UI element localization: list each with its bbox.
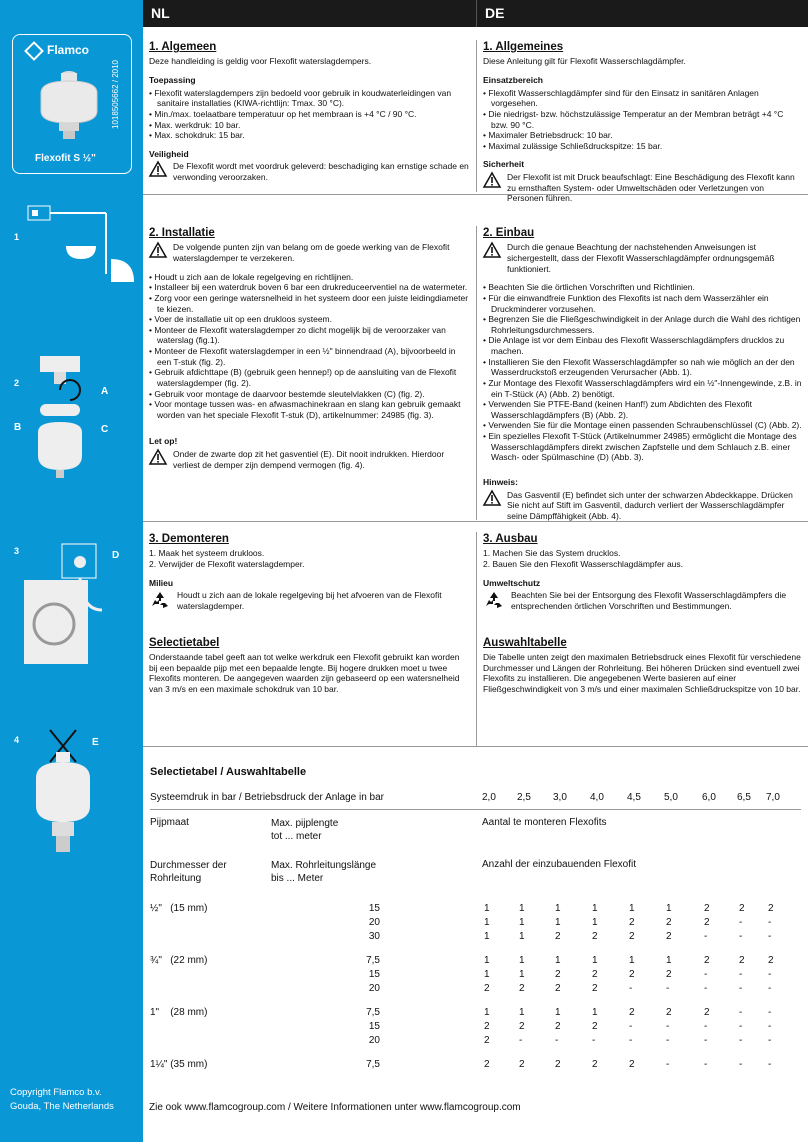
list-item: • Voor montage tussen was- en afwasmachinekraan en slang kan gebruik gemaakt worden van het speciale Flexofit T-stuk (D), artikelnummer: 24985 (fig. 3). [149,399,470,420]
list-item: • Begrenzen Sie die Fließgeschwindigkeit in der Anlage durch die Wahl des richtigen Rohrleitungsdurchmessers. [483,314,802,335]
pipe-length-header-de [271,859,376,885]
table-cell: 2 [629,1058,635,1070]
figure-number-1: 1 [14,232,20,242]
table-cell: - [704,968,708,980]
footer-text: Zie ook www.flamcogroup.com / Weitere Informationen unter www.flamcogroup.com [149,1102,521,1113]
table-cell: 1 [555,954,561,966]
table-cell: - [768,916,772,928]
step: 2. Bauen Sie den Flexofit Wasserschlagdämpfer aus. [483,559,684,569]
flamco-logo-icon [24,41,44,61]
pipe-length: 7,5 [366,1006,380,1018]
list-item: • Maximaler Betriebsdruck: 10 bar. [483,130,802,141]
copyright-line-1: Copyright Flamco b.v. [10,1087,102,1098]
table-row [150,917,801,931]
pressure-value: 5,0 [664,791,678,803]
table-cell: - [704,930,708,942]
table-cell: - [768,930,772,942]
table-cell: - [666,982,670,994]
figure-1-illustration [26,204,136,294]
pipe-size: 1¼" (35 mm) [150,1058,208,1070]
list-item: • Voer de installatie uit op een drukloos systeem. [149,314,470,325]
figure-label-b: B [14,422,22,433]
table-cell: 2 [555,930,561,942]
step: 1. Maak het systeem drukloos. [149,548,265,559]
table-column-headers [150,813,801,891]
pressure-value: 4,5 [627,791,641,803]
table-cell: - [739,916,743,928]
application-list [483,88,802,152]
environment-text: Houdt u zich aan de lokale regelgeving bij het afvoeren van de Flexofit waterslagdemper. [177,590,442,611]
warning-text: De Flexofit wordt met voordruk geleverd: beschadiging kan ernstige schade en verwonding veroorzaken. [173,161,469,182]
subheading: Einsatzbereich [483,75,543,85]
table-cell: - [704,1020,708,1032]
environment-block [149,590,470,611]
section-title: Selectietabel [149,636,220,649]
pipe-size-header-de-line1: Durchmesser der [150,859,227,871]
list-item: • Gebruik voor montage de daarvoor bestemde sleutelvlakken (C) (fig. 2). [149,389,470,400]
pressure-value: 2,0 [482,791,496,803]
selection-table [143,760,808,1083]
table-cell: 2 [484,1020,490,1032]
table-cell: - [704,982,708,994]
pipe-size-header-de [150,859,227,885]
table-cell: - [768,1058,772,1070]
de-section-general [476,40,808,204]
table-cell: - [704,1034,708,1046]
list-item: • Für die einwandfreie Funktion des Flexofits ist nach dem Wasserzähler ein Druckminderer vorzusehen. [483,293,802,314]
pipe-length: 15 [368,968,380,980]
intro-text: Diese Anleitung gilt für Flexofit Wasserschlagdämpfer. [483,56,686,67]
table-cell: 2 [704,902,710,914]
list-item: • Monteer de Flexofit waterslagdemper zo dicht mogelijk bij de veroorzaker van waterslag (fig.1). [149,325,470,346]
table-cell: 1 [555,916,561,928]
section-title: 3. Ausbau [483,533,538,545]
table-cell: 2 [704,916,710,928]
step: 1. Machen Sie das System drucklos. [483,548,621,559]
section-title: 3. Demonteren [149,533,229,545]
table-cell: 1 [629,902,635,914]
table-cell: - [768,968,772,980]
table-row [150,903,801,917]
pipe-length: 20 [368,982,380,994]
pressure-value: 3,0 [553,791,567,803]
table-cell: 2 [629,968,635,980]
table-cell: - [768,1020,772,1032]
table-row [150,1007,801,1021]
pipe-length: 7,5 [366,954,380,966]
table-row [150,1059,801,1073]
environment-block [483,590,802,611]
table-cell: 2 [666,916,672,928]
pipe-size: ¾" (22 mm) [150,954,208,966]
pipe-length: 20 [368,916,380,928]
table-cell: 2 [739,954,745,966]
pipe-length-header-de-line1: Max. Rohrleitungslänge [271,859,377,871]
recycle-icon [149,590,171,610]
table-cell: 1 [519,902,525,914]
table-cell: 1 [484,930,490,942]
subheading: Toepassing [149,75,196,85]
table-cell: - [629,1034,633,1046]
list-item: • Beachten Sie die örtlichen Vorschriften und Richtlinien. [483,282,802,293]
table-cell: 2 [768,902,774,914]
table-cell: - [555,1034,559,1046]
table-cell: - [592,1034,596,1046]
table-cell: 2 [555,1058,561,1070]
installation-list [483,282,802,463]
table-cell: - [666,1034,670,1046]
table-cell: - [739,1034,743,1046]
table-cell: - [739,930,743,942]
table-cell: 1 [484,954,490,966]
table-cell: 2 [555,982,561,994]
table-cell: 2 [768,954,774,966]
warning-triangle-icon [149,242,167,258]
copyright-line-2: Gouda, The Netherlands [10,1100,114,1112]
step: 2. Verwijder de Flexofit waterslagdemper. [149,559,305,569]
list-item: • Monteer de Flexofit waterslagdemper in een ½" binnendraad (A), bijvoorbeeld in een T-stuk (fig. 2). [149,346,470,367]
warning-triangle-icon [149,449,167,465]
pressure-value: 7,0 [766,791,780,803]
subheading: Hinweis: [483,476,518,487]
pressure-value: 6,0 [702,791,716,803]
table-row [150,983,801,997]
figure-label-e: E [92,737,99,748]
pipe-size-header-de-line2: Rohrleitung [150,872,202,884]
list-item: • Installeer bij een waterdruk boven 6 bar een drukreduceerventiel na de watermeter. [149,282,470,293]
figure-label-c: C [101,424,109,435]
selection-text: Die Tabelle unten zeigt den maximalen Betriebsdruck eines Flexofit für verschiedene Durchmesser und Längen der Rohrleitung. Bei höheren Drücken sind eventuell zwei Flexofits zu installieren. Die angegebenen Werte basieren auf einer Fließgeschwindigkeit von 3 m/s und einer maximalen Schließdruckspitze von 10 bar. [483,651,801,694]
table-row [150,931,801,945]
pipe-group [150,1059,801,1073]
table-cell: 2 [519,1020,525,1032]
table-cell: 2 [666,1006,672,1018]
pipe-size: ½" (15 mm) [150,902,208,914]
table-row [150,1035,801,1049]
table-cell: 1 [484,968,490,980]
warning-block [149,161,470,182]
list-item: • Die Anlage ist vor dem Einbau des Flexofit Wasserschlagdämpfers drucklos zu machen. [483,335,802,356]
water-hammer-arrestor-image [29,63,109,143]
subheading: Milieu [149,577,174,588]
pressure-label: Systeemdruk in bar / Betriebsdruck der Anlage in bar [150,791,385,803]
warning-block [483,172,802,204]
doc-code: 1018505662 / 2010 [111,60,120,129]
table-cell: 1 [519,916,525,928]
table-cell: - [666,1020,670,1032]
table-cell: 1 [484,902,490,914]
pipe-length-header-nl-line2: tot ... meter [271,830,322,842]
table-cell: - [768,982,772,994]
brand-name: Flamco [47,43,90,57]
warning-text: De volgende punten zijn van belang om de goede werking van de Flexofit waterslagdemper te verzekeren. [173,242,450,263]
list-item: • Maximal zulässige Schließdruckspitze: 15 bar. [483,141,802,152]
table-row [150,969,801,983]
list-item: • Zur Montage des Flexofit Wasserschlagdämpfers wird ein ½"-Innengewinde, z.B. in ein T-Stück (A) (Abb. 2) benötigt. [483,378,802,399]
pipe-length: 7,5 [366,1058,380,1070]
list-item: • Gebruik afdichttape (B) (gebruik geen hennep!) op de aansluiting van de Flexofit waterslagdemper (fig. 2). [149,367,470,388]
table-cell: 2 [666,930,672,942]
section-divider [143,746,808,747]
table-cell: - [666,1058,670,1070]
table-cell: 1 [629,954,635,966]
table-cell: 2 [592,1020,598,1032]
table-cell: 2 [592,1058,598,1070]
table-cell: 2 [555,968,561,980]
section-title: 2. Installatie [149,227,215,239]
section-title: Auswahltabelle [483,636,567,649]
pipe-group [150,1007,801,1049]
selection-text: Onderstaande tabel geeft aan tot welke werkdruk een Flexofit gebruikt kan worden bij een bepaalde pijp met een bepaalde lengte. Bij hogere drukken moet u twee Flexofits monteren. De aangegeven waarden zijn gebaseerd op een watersnelheid van 3 m/s en een maximale schokdruk van 10 bar. [149,651,460,694]
table-cell: 2 [629,1006,635,1018]
figure-2-illustration [30,352,110,482]
pipe-length: 30 [368,930,380,942]
pipe-size-header-nl: Pijpmaat [150,816,189,828]
header-nl: NL [143,0,476,27]
brand-logo [27,43,89,58]
pressure-value: 2,5 [517,791,531,803]
table-row [150,955,801,969]
warning-triangle-icon [483,242,501,258]
list-item: • Flexofit waterslagdempers zijn bedoeld voor gebruik in koudwaterleidingen van sanitaire installaties (KIWA-richtlijn: Tmax. 30 °C). [149,88,470,109]
pipe-length-header-nl-line1: Max. pijplengte [271,817,339,829]
count-header-de: Anzahl der einzubauenden Flexofit [482,858,636,870]
table-cell: 1 [555,1006,561,1018]
table-cell: - [768,1006,772,1018]
table-cell: 2 [484,982,490,994]
pressure-header-row [150,792,801,806]
warning-triangle-icon [483,172,501,188]
environment-text: Beachten Sie bei der Entsorgung des Flexofit Wasserschlagdämpfers die entsprechenden örtlichen Vorschriften und Bestimmungen. [511,590,787,611]
caution-text: Das Gasventil (E) befindet sich unter der schwarzen Abdeckkappe. Drücken Sie nicht auf Stift im Gasventil, dadurch verliert der Wasserschlagdämpfer seine Dämpffähigkeit (Abb. 4). [507,489,793,521]
list-item: • Zorg voor een geringe watersnelheid in het systeem door een juiste leidingdiameter te kiezen. [149,293,470,314]
warning-triangle-icon [483,490,501,506]
table-cell: 1 [592,1006,598,1018]
list-item: • Houdt u zich aan de lokale regelgeving en richtlijnen. [149,272,470,283]
header-de: DE [476,0,808,27]
copyright [10,1086,114,1114]
section-title: 2. Einbau [483,227,535,239]
table-cell: 1 [484,916,490,928]
table-cell: 1 [592,954,598,966]
subheading: Umweltschutz [483,577,541,588]
table-cell: - [704,1058,708,1070]
list-item: • Verwenden Sie PTFE-Band (keinen Hanf!) zum Abdichten des Flexofit Wasserschlagdämpfers (B) (Abb. 2). [483,399,802,420]
warning-text: Durch die genaue Beachtung der nachstehenden Anweisungen ist sichergestellt, dass der Flexofit Wasserschlagdämpfer ordnungsgemäß funktioniert. [507,242,775,274]
table-cell: 1 [484,1006,490,1018]
figure-3-illustration [22,540,122,670]
table-cell: 2 [484,1058,490,1070]
list-item: • Max. werkdruk: 10 bar. [149,120,470,131]
table-cell: 2 [704,1006,710,1018]
table-cell: - [739,1006,743,1018]
table-cell: 1 [666,954,672,966]
pipe-length: 20 [368,1034,380,1046]
table-cell: 2 [484,1034,490,1046]
table-cell: - [519,1034,523,1046]
table-cell: - [739,968,743,980]
pipe-group [150,903,801,945]
sidebar [0,0,143,1142]
table-cell: 1 [555,902,561,914]
figure-label-d: D [112,550,120,561]
recycle-icon [483,590,505,610]
table-cell: 1 [519,968,525,980]
nl-section-general [143,40,476,192]
warning-block [483,242,802,274]
table-cell: 2 [592,982,598,994]
table-cell: 2 [592,968,598,980]
table-cell: 2 [666,968,672,980]
table-divider [150,809,801,810]
table-cell: - [739,982,743,994]
application-list [149,88,470,141]
table-cell: 2 [519,1058,525,1070]
table-cell: 1 [592,916,598,928]
table-cell: - [768,1034,772,1046]
list-item: • Flexofit Wasserschlagdämpfer sind für den Einsatz in sanitären Anlagen vorgesehen. [483,88,802,109]
figure-number-3: 3 [14,546,20,556]
section-title: 1. Allgemeines [483,41,564,53]
figure-label-a: A [101,386,109,397]
table-cell: 2 [704,954,710,966]
list-item: • Max. schokdruk: 15 bar. [149,130,470,141]
de-section-removal [476,532,808,746]
figure-number-4: 4 [14,735,20,745]
table-cell: 2 [629,930,635,942]
table-cell: - [629,1020,633,1032]
pipe-size: 1" (28 mm) [150,1006,208,1018]
subheading: Let op! [149,436,178,447]
installation-list [149,272,470,421]
table-cell: 1 [519,954,525,966]
subheading: Sicherheit [483,159,525,170]
warning-text: Der Flexofit ist mit Druck beaufschlagt: Eine Beschädigung des Flexofit kann zu ernsthaften System- oder Umweltschäden oder Verletzungen von Personen führen. [507,172,795,204]
table-row [150,1021,801,1035]
table-cell: 1 [519,1006,525,1018]
pipe-length: 15 [368,1020,380,1032]
table-body [150,903,801,1073]
caution-block [483,490,802,522]
pipe-length-header-de-line2: bis ... Meter [271,872,324,884]
list-item: • Installieren Sie den Flexofit Wasserschlagdämpfer so nah wie möglich an der den Wasserdruckstoß erzeugenden Verursacher (Abb. 1). [483,357,802,378]
pressure-value: 4,0 [590,791,604,803]
pipe-length: 15 [368,902,380,914]
table-cell: 2 [629,916,635,928]
list-item: • Ein spezielles Flexofit T-Stück (Artikelnummer 24985) ermöglicht die Montage des Wasserschlagdämpfers direkt zwischen Zapfstelle und dem Schlauch z.B. einer Wasch- oder Spülmaschine (D) (Abb. 3). [483,431,802,463]
table-cell: 1 [592,902,598,914]
table-cell: 2 [555,1020,561,1032]
pipe-group [150,955,801,997]
section-title: 1. Algemeen [149,41,217,53]
caution-text: Onder de zwarte dop zit het gasventiel (E). Dit nooit indrukken. Hierdoor verliest de demper zijn dempend vermogen (fig. 4). [173,449,445,470]
warning-block [149,242,470,263]
table-cell: 2 [739,902,745,914]
list-item: • Min./max. toelaatbare temperatuur op het membraan is +4 °C / 90 °C. [149,109,470,120]
table-cell: 2 [519,982,525,994]
list-item: • Verwenden Sie für die Montage einen passenden Schraubenschlüssel (C) (Abb. 2). [483,420,802,431]
table-cell: 1 [666,902,672,914]
figure-number-2: 2 [14,378,20,388]
intro-text: Deze handleiding is geldig voor Flexofit waterslagdempers. [149,56,372,67]
table-cell: - [629,982,633,994]
table-cell: 2 [592,930,598,942]
caution-block [149,449,470,470]
subheading: Veiligheid [149,148,189,159]
count-header-nl: Aantal te monteren Flexofits [482,816,607,828]
table-title: Selectietabel / Auswahltabelle [150,766,307,778]
de-section-installation [476,226,808,520]
nl-section-removal [143,532,476,746]
table-cell: - [739,1058,743,1070]
product-name: Flexofit S ½" [35,152,96,164]
nl-section-installation [143,226,476,520]
table-cell: 1 [519,930,525,942]
list-item: • Die niedrigst- bzw. höchstzulässige Temperatur an der Membran beträgt +4 °C bzw. 90 °C. [483,109,802,130]
warning-triangle-icon [149,161,167,177]
table-cell: - [739,1020,743,1032]
pressure-value: 6,5 [737,791,751,803]
pipe-length-header-nl [271,817,338,843]
